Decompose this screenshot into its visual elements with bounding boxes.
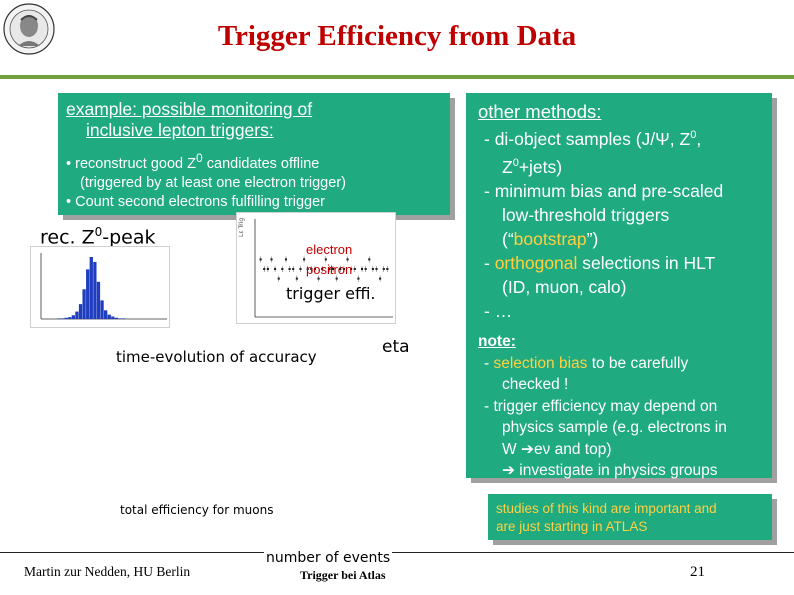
method-zjets [478,151,760,179]
example-bullets [66,149,442,212]
bullet-reconstruct [66,149,442,174]
z-peak-histogram [30,246,170,328]
note-investigate [478,460,760,482]
note-physics-sample: physics sample (e.g. electrons in [502,419,727,437]
method-text: (“ [502,228,514,249]
atlas-studies-line2: are just starting in ATLAS [496,519,648,534]
positron-legend: positron [306,262,353,277]
histogram-bar [122,318,125,319]
note-text: to be carefully [587,354,689,372]
bootstrap-highlight: bootstrap [513,228,587,249]
z-peak-text2: -peak [102,226,156,249]
eta-label: eta [382,337,410,357]
histogram-bar [115,318,118,319]
note-w-enu [478,439,760,461]
method-sup: 0 [512,156,519,169]
note-text: W [502,440,521,458]
note-heading: note: [478,332,516,350]
histogram-bar [72,315,75,319]
z-peak-text: rec. Z [40,226,95,249]
histogram-bar [86,269,89,319]
histogram-bar [61,318,64,319]
bullet-mark: • [66,155,72,172]
other-methods-heading: other methods: [478,101,602,122]
method-ellipsis: - … [484,300,513,321]
arrow-icon: ➔ [520,440,534,458]
note-text: eν and top) [533,440,612,458]
histogram-bar [104,310,107,319]
bullet-count [66,193,442,212]
histogram-bar [108,315,111,319]
footer-talk-title: Trigger bei Atlas [300,568,386,582]
method-bootstrap [478,227,760,251]
histogram-bar [90,257,93,319]
orthogonal-highlight: orthogonal [494,252,578,273]
method-text: , Z [669,128,691,149]
histogram-bar [111,317,114,319]
method-text: - di-object samples (J/ [484,128,656,149]
bullet-sup: 0 [196,151,203,165]
note-selection-bias [478,353,760,375]
bullet-mark: • [66,193,72,210]
note-trigger-eff: - trigger efficiency may depend on [484,397,718,415]
method-lowthreshold: low-threshold triggers [502,204,670,225]
bullet-text: candidates offline [202,155,320,172]
atlas-studies-line1: studies of this kind are important and [496,501,717,516]
method-text: ”) [586,228,599,249]
atlas-studies-box [488,494,772,540]
method-text: , [696,128,702,149]
slide-title: Trigger Efficiency from Data [217,20,577,52]
histogram-bar [97,282,100,319]
total-efficiency-label: total efficiency for muons [120,503,274,517]
histogram-bar [68,317,71,319]
efficiency-y-tick: Lε Trig [238,217,245,237]
other-methods-box [466,93,772,478]
trigger-effi-label: trigger effi. [286,284,376,303]
selection-bias-highlight: selection bias [493,354,588,372]
z-peak-sup: 0 [94,225,103,239]
method-sup: 0 [690,129,697,141]
method-text: - [484,252,495,273]
histogram-bar [82,289,85,319]
method-di-object [478,123,760,151]
method-minbias: - minimum bias and pre-scaled [484,180,724,201]
footer-divider [0,552,794,553]
monitoring-example-box [58,93,450,215]
histogram-bar [75,312,78,319]
example-heading-line2: inclusive lepton triggers: [86,120,274,140]
arrow-icon: ➔ [502,462,515,480]
title-divider [0,75,794,79]
note-text: investigate in physics groups [515,462,718,480]
histogram-bar [65,318,68,319]
footer-author: Martin zur Nedden, HU Berlin [24,564,191,579]
z-peak-label [40,225,156,248]
example-heading-line1: example: possible monitoring of [66,99,313,119]
bullet-text: (triggered by at least one electron trigger) [80,174,346,191]
time-evolution-label: time-evolution of accuracy [116,348,317,366]
histogram-bar [93,262,96,319]
method-orthogonal [478,251,760,275]
electron-legend: electron [306,242,353,257]
method-text: selections in HLT [577,252,716,273]
number-of-events-label: number of events [266,550,391,566]
bullet-text: Count second electrons fulfilling trigger [75,193,325,210]
method-text: Z [502,156,513,177]
note-text: - [484,354,494,372]
method-id-muon-calo: (ID, muon, calo) [502,276,627,297]
psi-symbol: Ψ [655,128,670,149]
histogram-bar [79,304,82,319]
bullet-text: reconstruct good Z [75,155,197,172]
histogram-bar [57,318,60,319]
histogram-bar [118,318,121,319]
histogram-bar [100,300,103,319]
page-number: 21 [690,564,705,580]
bullet-triggered [66,174,442,193]
note-checked: checked ! [502,376,569,394]
method-text: +jets) [518,156,563,177]
